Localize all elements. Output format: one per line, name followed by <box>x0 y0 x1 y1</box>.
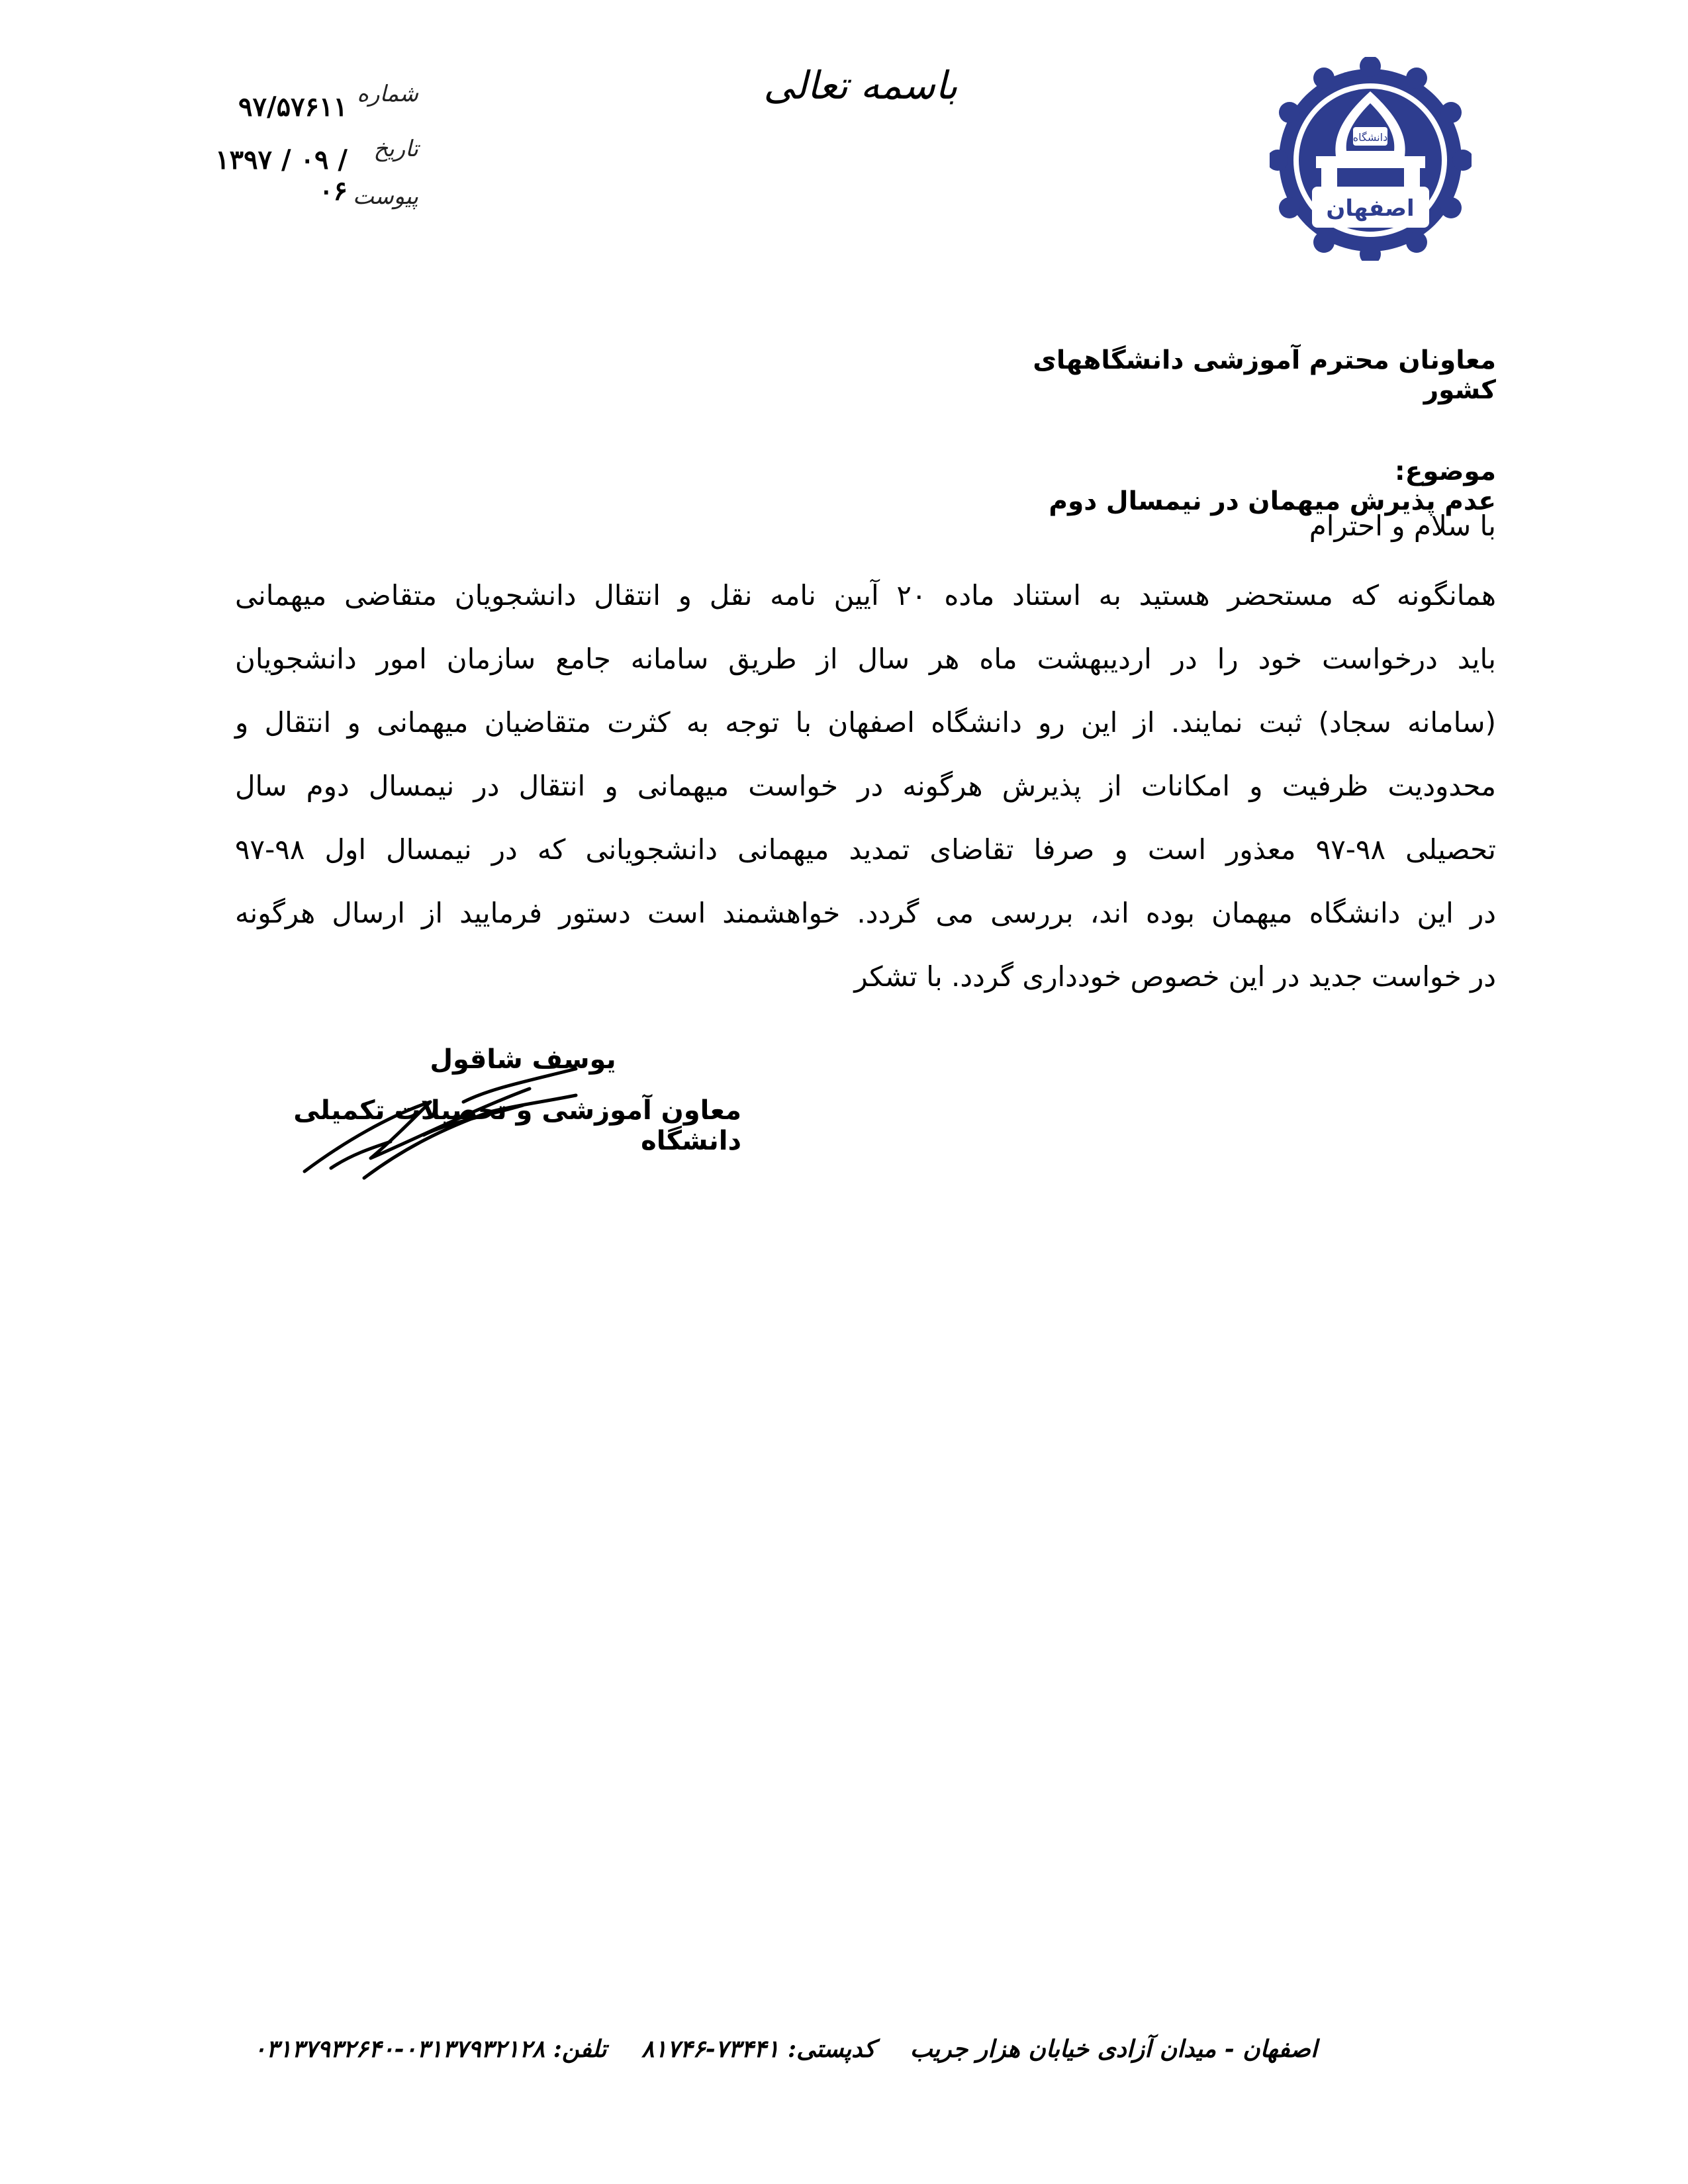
greeting: با سلام و احترام <box>1309 510 1496 542</box>
emblem-text: اصفهان <box>1326 195 1415 222</box>
footer-address: اصفهان - میدان آزادی خیابان هزار جریب <box>910 2035 1317 2063</box>
number-label: شماره <box>357 81 418 107</box>
recipient: معاونان محترم آموزشی دانشگاههای کشور <box>1033 345 1496 405</box>
footer-contact <box>253 2035 1331 2063</box>
handwritten-signature <box>291 1042 635 1185</box>
body-line: همانگونه که مستحضر هستید به استناد ماده ۲۰ آیین نامه نقل و انتقال دانشجویان متقاضی میهمانی <box>235 579 1496 612</box>
body-line: محدودیت ظرفیت و امکانات از پذیرش هرگونه در خواست میهمانی و انتقال در نیمسال دوم سال <box>235 770 1496 802</box>
body-line: در خواست جدید در این خصوص خودداری گردد. با تشکر <box>854 960 1496 993</box>
signatory-name: یوسف شاقول <box>430 1044 616 1075</box>
subject-label: موضوع: <box>1395 457 1496 486</box>
subject-row <box>993 457 1496 516</box>
body-line: (سامانه سجاد) ثبت نمایند. از این رو دانشگاه اصفهان با توجه به کثرت متقاضیان میهمانی و انتقال و <box>235 706 1496 739</box>
footer-phone: تلفن: ۰۳۱۳۷۹۳۲۱۲۸-۰۳۱۳۷۹۳۲۶۴۰ <box>253 2035 607 2063</box>
date-label: تاریخ <box>373 136 418 162</box>
date-value: ۱۳۹۷ / ۰۹ / ۰۶ <box>215 144 348 206</box>
attachment-label: پیوست <box>352 183 418 210</box>
letterhead-invocation: باسمه تعالی <box>763 63 958 108</box>
university-emblem-icon <box>1270 57 1472 261</box>
body-line: تحصیلی ۹۸-۹۷ معذور است و صرفا تقاضای تمدید میهمانی دانشجویانی که در نیمسال اول ۹۸-۹۷ <box>235 833 1496 866</box>
letter-body <box>235 564 1496 1009</box>
footer-postal-code: کدپستی: ۷۳۴۴۱-۸۱۷۴۶ <box>641 2035 876 2063</box>
emblem-inner-text: دانشگاه <box>1352 131 1388 144</box>
body-line: در این دانشگاه میهمان بوده اند، بررسی می گردد. خواهشمند است دستور فرمایید از ارسال هرگونه <box>235 897 1496 929</box>
number-value: ۹۷/۵۷۶۱۱ <box>238 91 348 122</box>
subject-text: عدم پذیرش میهمان در نیمسال دوم <box>1049 486 1496 516</box>
body-line: باید درخواست خود را در اردیبهشت ماه هر سال از طریق سامانه جامع سازمان امور دانشجویان <box>235 643 1496 675</box>
signatory-title: معاون آموزشی و تحصیلات تکمیلی دانشگاه <box>293 1095 741 1156</box>
